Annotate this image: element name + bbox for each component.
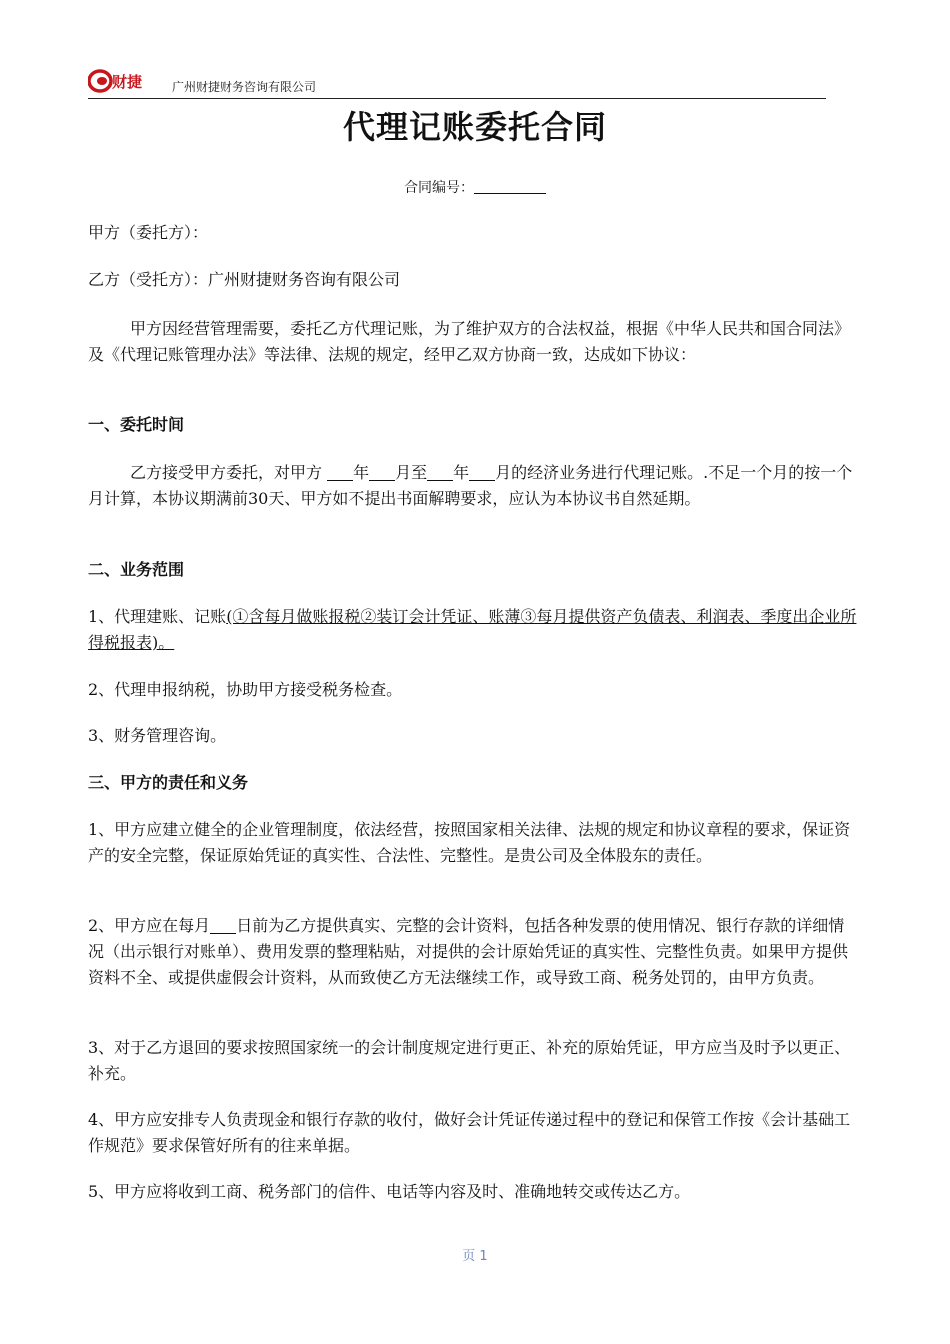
section-2-item-2: 2、代理申报纳税，协助甲方接受税务检查。 [88, 680, 403, 699]
section-1-paragraph: 乙方接受甲方委托，对甲方 年 月至 年 月的经济业务进行代理记账。.不足一个月的按一个月计算，本协议期满前30天、甲方如不提出书面解聘要求，应认为本协议书自然延期。 [88, 463, 853, 508]
section-3-item-2: 2、甲方应在每月 日前为乙方提供真实、完整的会计资料，包括各种发票的使用情况、银行存款的详细情况（出示银行对账单）、费用发票的整理粘贴，对提供的会计原始凭证的真实性、完整性负责。如果甲方提供资料不全、或提供虚假会计资料，从而致使乙方无法继续工作，或导致工商、税务处罚的，由甲方负责。 [88, 916, 849, 987]
contract-number-blank [474, 179, 546, 194]
section-3-item-3: 3、对于乙方退回的要求按照国家统一的会计制度规定进行更正、补充的原始凭证，甲方应当及时予以更正、补充。 [88, 1038, 851, 1083]
document-title: 代理记账委托合同 [342, 108, 607, 146]
section-3-item-1: 1、甲方应建立健全的企业管理制度，依法经营，按照国家相关法律、法规的规定和协议章程的要求，保证资产的安全完整，保证原始凭证的真实性、合法性、完整性。是贵公司及全体股东的责任。 [88, 820, 851, 865]
section-3-item-4: 4、甲方应安排专人负责现金和银行存款的收付，做好会计凭证传递过程中的登记和保管工作按《会计基础工作规范》要求保管好所有的往来单据。 [88, 1110, 851, 1155]
logo-text: 财捷 [112, 73, 143, 91]
section-3-item-5: 5、甲方应将收到工商、税务部门的信件、电话等内容及时、准确地转交或传达乙方。 [88, 1182, 691, 1201]
intro-paragraph: 甲方因经营管理需要，委托乙方代理记账，为了维护双方的合法权益，根据《中华人民共和国合同法》及《代理记账管理办法》等法律、法规的规定，经甲乙双方协商一致，达成如下协议： [88, 319, 851, 364]
section-2-item-3: 3、财务管理咨询。 [88, 726, 227, 745]
section-2-heading: 二、业务范围 [88, 560, 185, 579]
page-number: 页 1 [462, 1249, 488, 1264]
contract-number-label: 合同编号： [404, 180, 474, 196]
section-3-heading: 三、甲方的责任和义务 [88, 773, 249, 792]
header-company-name: 广州财捷财务咨询有限公司 [172, 80, 317, 94]
contract-number [0, 177, 950, 197]
section-1-heading: 一、委托时间 [88, 415, 185, 434]
party-a: 甲方（委托方）： [88, 223, 209, 242]
company-logo [88, 68, 160, 94]
page-header [88, 66, 826, 99]
party-b: 乙方（受托方）：广州财捷财务咨询有限公司 [88, 270, 401, 289]
section-2-item-1: 1、代理建账、记账(①含每月做账报税②装订会计凭证、账薄③每月提供资产负债表、利润表、季度出企业所得税报表)。 [88, 607, 857, 652]
